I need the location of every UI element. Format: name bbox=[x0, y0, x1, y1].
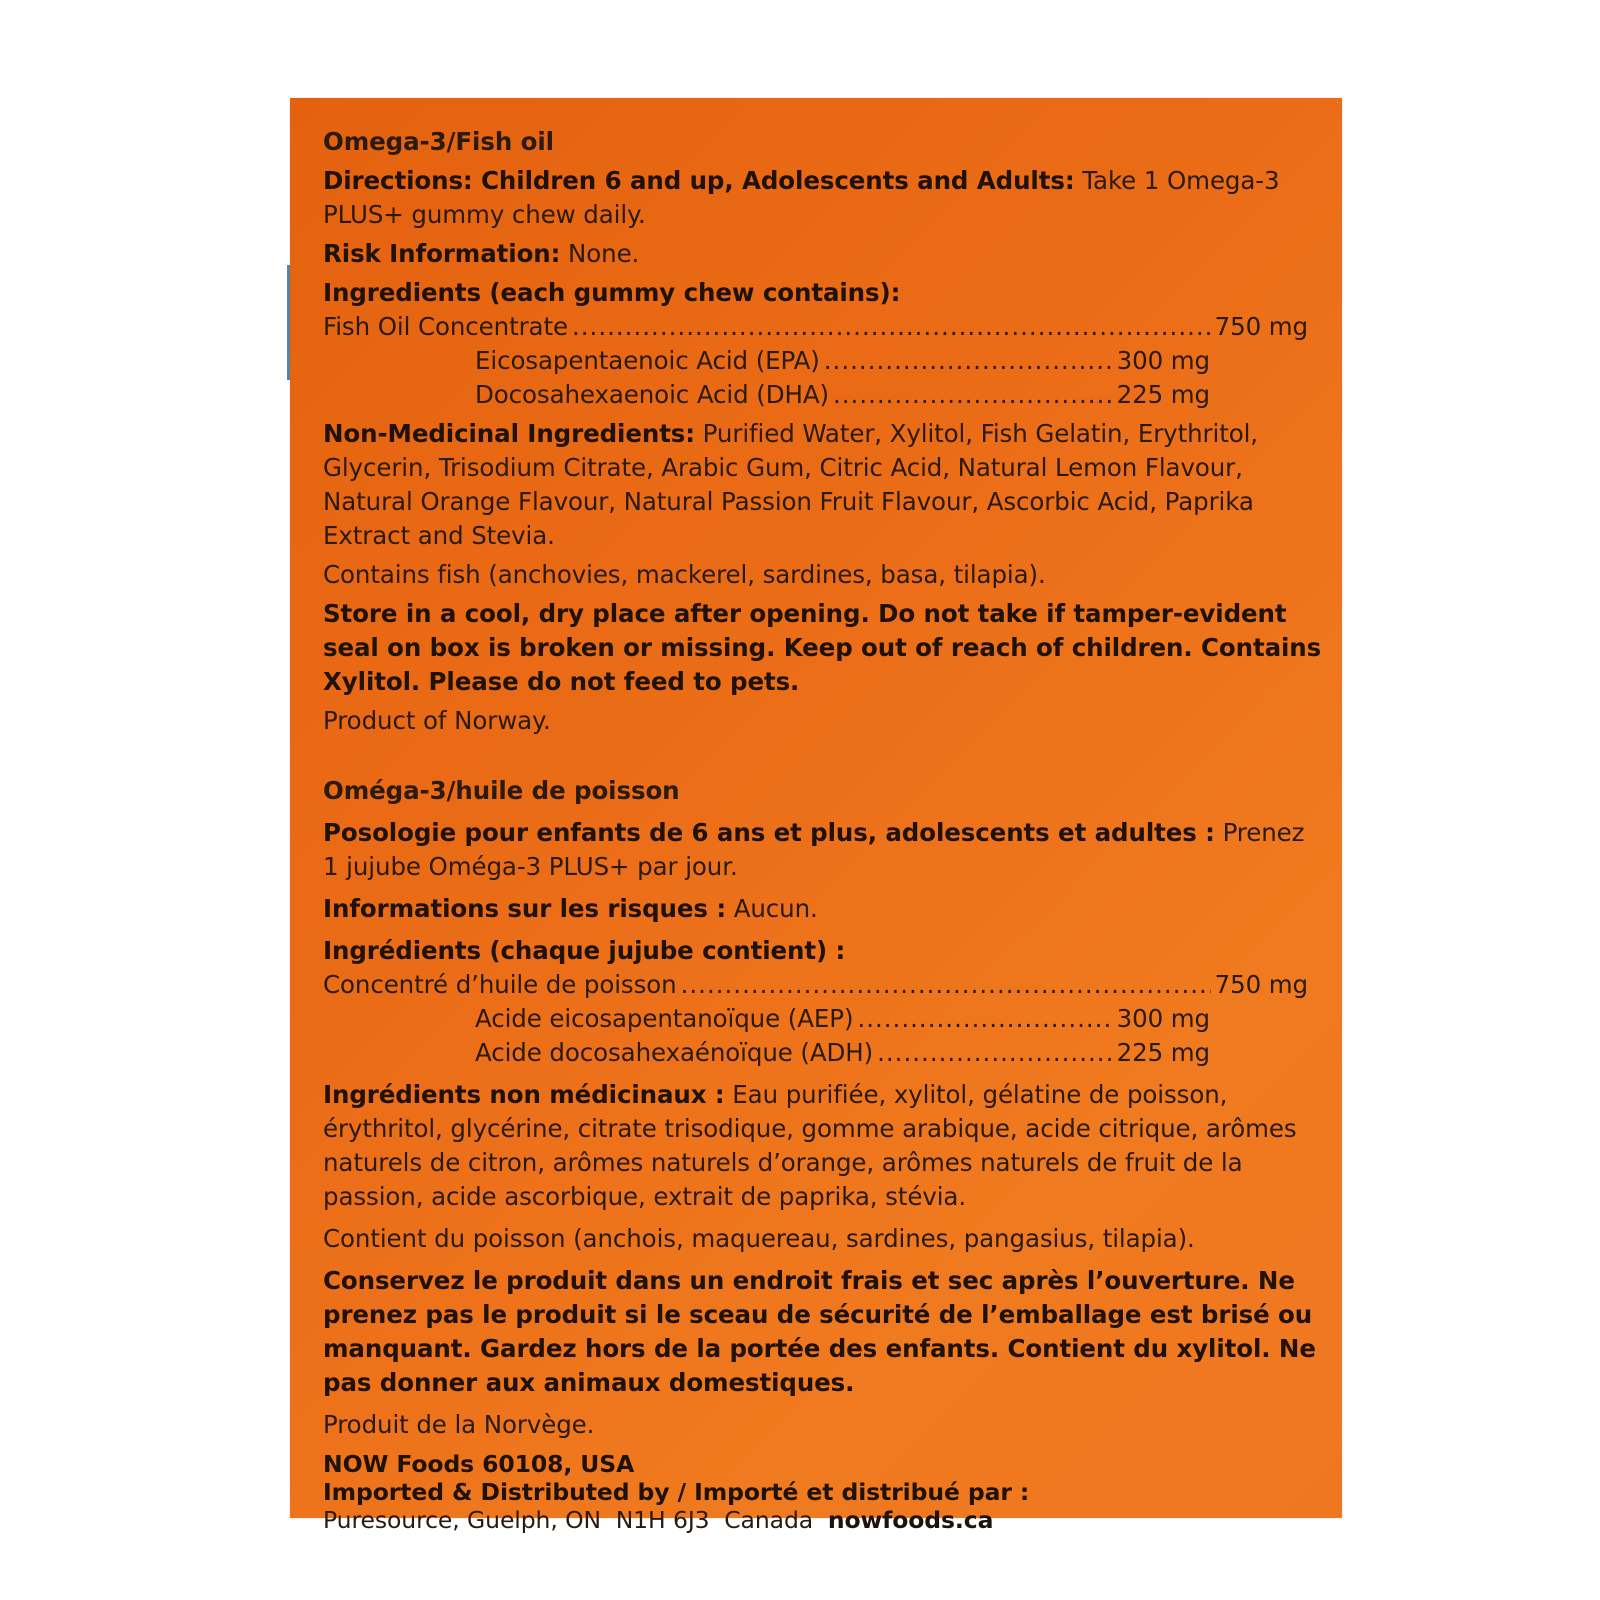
dot-leader bbox=[833, 378, 1113, 412]
footer-company-text: NOW Foods 60108, USA bbox=[323, 1450, 635, 1478]
french-nmi-text: Eau purifiée, xylitol, gélatine de poisson, érythritol, glycérine, citrate trisodique, gomme arabique, acide citrique, arômes naturels de citron, arômes naturels d’orange, arômes naturels de fruit de la passion, acide ascorbique, extrait de paprika, stévia. bbox=[323, 1080, 1297, 1211]
ingredient-name: Concentré d’huile de poisson bbox=[323, 970, 677, 999]
english-contains: Contains fish (anchovies, mackerel, sardines, basa, tilapia). bbox=[323, 560, 1046, 589]
english-ingredient-row bbox=[323, 310, 1308, 344]
english-title: Omega-3/Fish oil bbox=[323, 127, 554, 156]
footer-company bbox=[323, 1450, 1323, 1478]
ingredient-amount: 300 mg bbox=[1116, 346, 1210, 375]
french-ingredient-row bbox=[475, 1002, 1210, 1036]
english-risk-label: Risk Information: bbox=[323, 239, 561, 268]
ingredient-name: Acide eicosapentanoïque (AEP) bbox=[475, 1004, 854, 1033]
ingredient-amount: 225 mg bbox=[1116, 1038, 1210, 1067]
ingredient-name: Docosahexaenoic Acid (DHA) bbox=[475, 380, 829, 409]
english-nmi-label: Non-Medicinal Ingredients: bbox=[323, 419, 695, 448]
dot-leader bbox=[877, 1036, 1113, 1070]
french-warning-text: Conservez le produit dans un endroit frais et sec après l’ouverture. Ne prenez pas le produit si le sceau de sécurité de l’emballage est brisé ou manquant. Gardez hors de la portée des enfants. Contient du xylitol. Ne pas donner aux animaux domestiques. bbox=[323, 1266, 1316, 1397]
french-origin: Produit de la Norvège. bbox=[323, 1410, 595, 1439]
ingredient-amount: 750 mg bbox=[1214, 970, 1308, 999]
dot-leader bbox=[857, 1002, 1112, 1036]
ingredient-name: Fish Oil Concentrate bbox=[323, 312, 568, 341]
english-directions bbox=[323, 164, 1323, 232]
label-content bbox=[323, 125, 1323, 1534]
dot-leader bbox=[572, 310, 1211, 344]
english-ingredient-row bbox=[475, 344, 1210, 378]
english-origin: Product of Norway. bbox=[323, 706, 551, 735]
french-risk-label: Informations sur les risques : bbox=[323, 894, 727, 923]
english-warning-text: Store in a cool, dry place after opening. Do not take if tamper-evident seal on box is broken or missing. Keep out of reach of children. Contains Xylitol. Please do not feed to pets. bbox=[323, 599, 1322, 696]
english-ingredient-row bbox=[475, 378, 1210, 412]
footer-distributor-text: Imported & Distributed by / Importé et distribué par : bbox=[323, 1478, 1030, 1506]
french-ingredient-row bbox=[475, 1036, 1210, 1070]
french-ingredients-heading bbox=[323, 934, 1323, 968]
ingredient-name: Acide docosahexaénoïque (ADH) bbox=[475, 1038, 874, 1067]
english-warning bbox=[323, 597, 1323, 699]
french-ingredient-row bbox=[323, 968, 1308, 1002]
ingredient-amount: 750 mg bbox=[1214, 312, 1308, 341]
ingredient-amount: 225 mg bbox=[1116, 380, 1210, 409]
footer-address: Puresource, Guelph, ON N1H 6J3 Canada bbox=[323, 1506, 828, 1534]
french-directions bbox=[323, 816, 1323, 884]
ingredient-amount: 300 mg bbox=[1116, 1004, 1210, 1033]
french-contains: Contient du poisson (anchois, maquereau, sardines, pangasius, tilapia). bbox=[323, 1224, 1195, 1253]
english-ingredients-heading bbox=[323, 276, 1323, 310]
dot-leader bbox=[681, 968, 1211, 1002]
english-non-medicinal bbox=[323, 417, 1323, 553]
english-risk bbox=[323, 237, 1323, 271]
footer bbox=[323, 1450, 1323, 1534]
french-risk-text: Aucun. bbox=[726, 894, 818, 923]
french-risk bbox=[323, 892, 1323, 926]
dot-leader bbox=[824, 344, 1113, 378]
french-directions-label: Posologie pour enfants de 6 ans et plus, adolescents et adultes : bbox=[323, 818, 1215, 847]
french-ingredients-heading-text: Ingrédients (chaque jujube contient) : bbox=[323, 936, 846, 965]
english-directions-label: Directions: Children 6 and up, Adolescents and Adults: bbox=[323, 166, 1075, 195]
ingredient-name: Eicosapentaenoic Acid (EPA) bbox=[475, 346, 820, 375]
english-ingredients-heading-text: Ingredients (each gummy chew contains): bbox=[323, 278, 901, 307]
footer-website: nowfoods.ca bbox=[827, 1506, 994, 1534]
french-non-medicinal bbox=[323, 1078, 1323, 1214]
footer-address-line bbox=[323, 1506, 1323, 1534]
english-risk-text: None. bbox=[560, 239, 640, 268]
english-nmi-text: Purified Water, Xylitol, Fish Gelatin, Erythritol, Glycerin, Trisodium Citrate, Arabic Gum, Citric Acid, Natural Lemon Flavour, Natural Orange Flavour, Natural Passion Fruit Flavour, Ascorbic Acid, Paprika Extract and Stevia. bbox=[323, 419, 1258, 550]
french-directions-text: Prenez 1 jujube Oméga-3 PLUS+ par jour. bbox=[323, 818, 1305, 881]
english-directions-text: Take 1 Omega-3 PLUS+ gummy chew daily. bbox=[323, 166, 1280, 229]
footer-distributor bbox=[323, 1478, 1323, 1506]
french-warning bbox=[323, 1264, 1323, 1400]
french-nmi-label: Ingrédients non médicinaux : bbox=[323, 1080, 725, 1109]
french-title: Oméga-3/huile de poisson bbox=[323, 776, 680, 805]
